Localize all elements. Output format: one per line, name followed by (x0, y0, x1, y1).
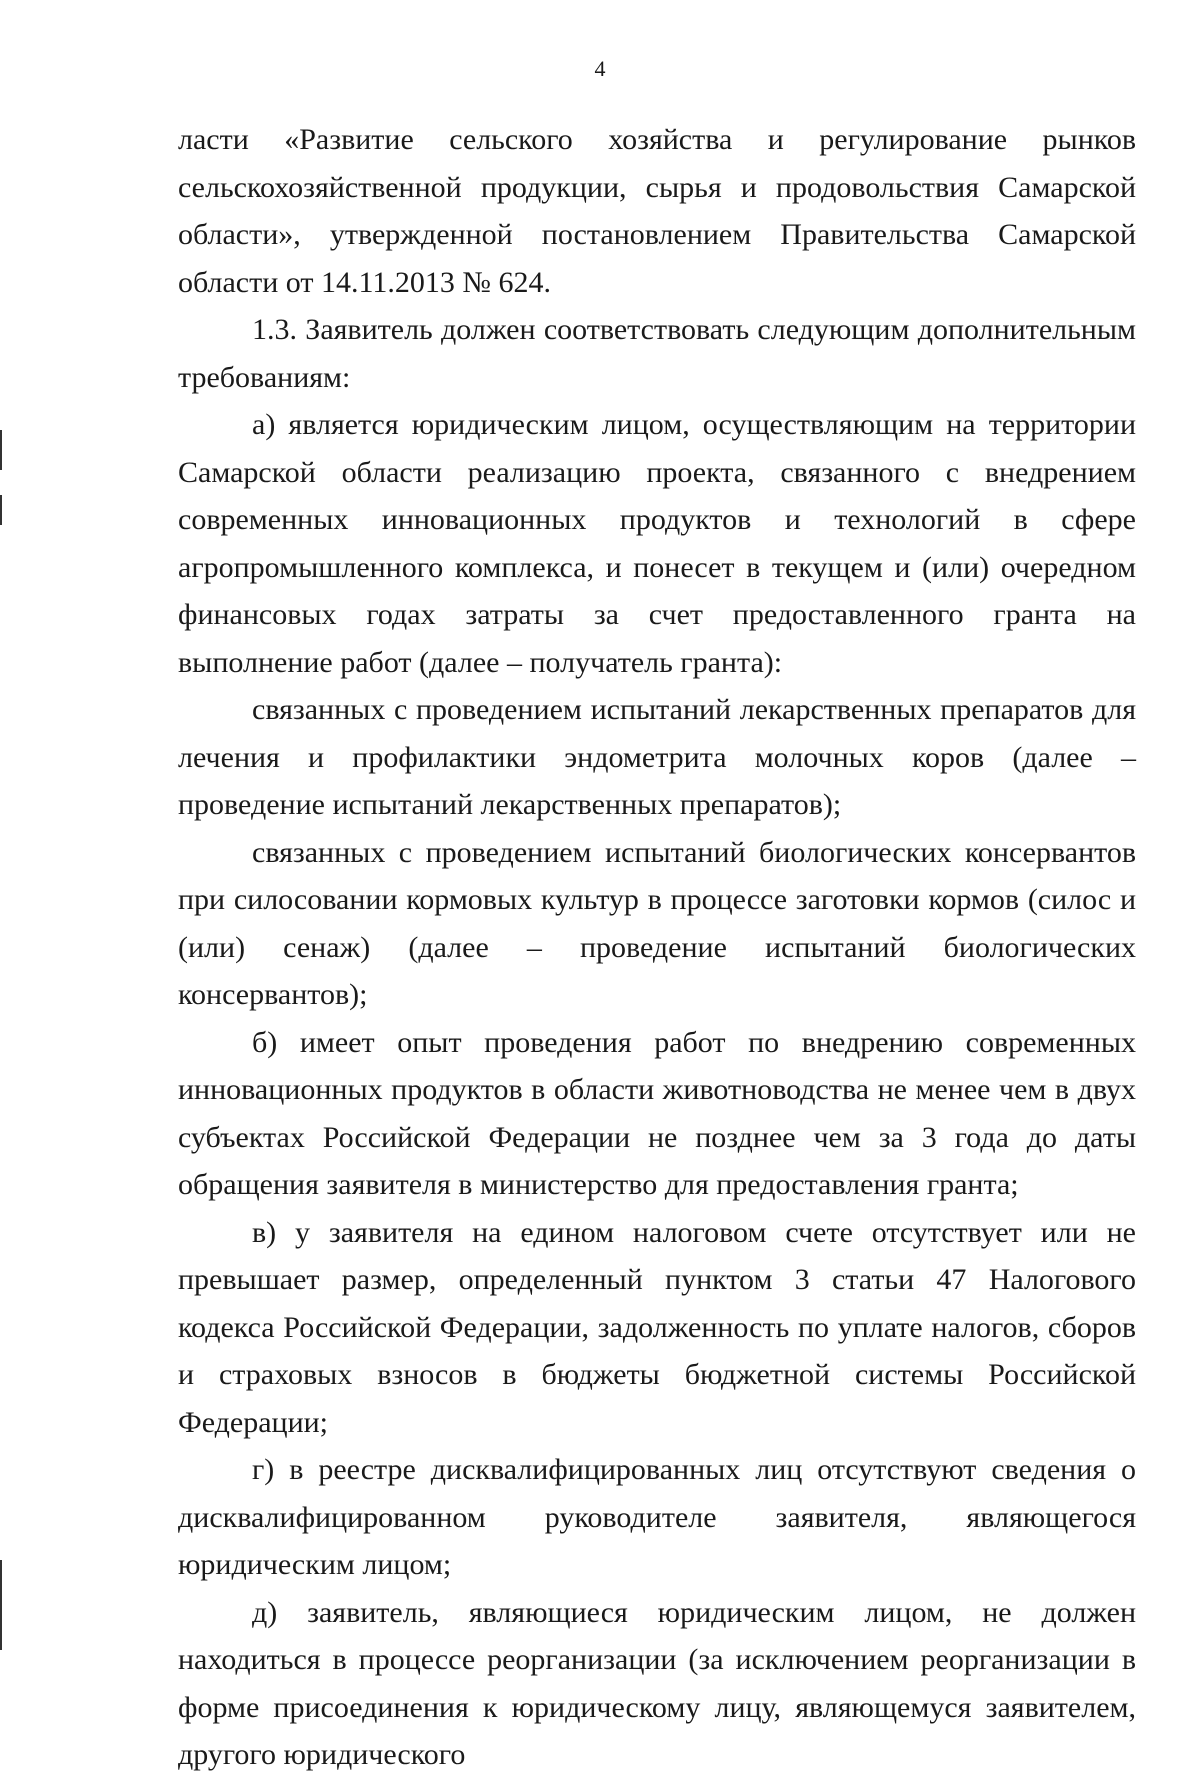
paragraph-b: б) имеет опыт проведения работ по внедрению современных инновационных продуктов в области животноводства не менее чем в двух субъектах Российской Федерации не позднее чем за 3 года до даты обращения заявителя в министерство для предоставления гранта; (178, 1025, 1136, 1201)
paragraph-medicine-trials: связанных с проведением испытаний лекарственных препаратов для лечения и профилактики эндометрита молочных коров (далее – проведение испытаний лекарственных препаратов); (178, 693, 1136, 821)
paragraph-preservative-trials: связанных с проведением испытаний биологических консервантов при силосовании кормовых культур в процессе заготовки кормов (силос и (или) сенаж) (далее – проведение испытаний биологических консервантов); (178, 835, 1136, 1011)
body-text (178, 116, 1136, 1779)
paragraph-v: в) у заявителя на едином налоговом счете отсутствует или не превышает размер, определенный пунктом 3 статьи 47 Налогового кодекса Российской Федерации, задолженность по уплате налогов, сборов и страховых взносов в бюджеты бюджетной системы Российской Федерации; (178, 1215, 1136, 1439)
scan-edge-mark (0, 430, 2, 470)
scan-edge-mark (0, 495, 2, 525)
paragraph-continuation: ласти «Развитие сельского хозяйства и регулирование рынков сельскохозяйственной продукции, сырья и продовольствия Самарской области», утвержденной постановлением Правительства Самарской области от 14.11.2013 № 624. (178, 123, 1136, 299)
paragraph-g: г) в реестре дисквалифицированных лиц отсутствуют сведения о дисквалифицированном руководителе заявителя, являющегося юридическим лицом; (178, 1453, 1136, 1581)
paragraph-a: а) является юридическим лицом, осуществляющим на территории Самарской области реализацию проекта, связанного с внедрением современных инновационных продуктов и технологий в сфере агропромышленного комплекса, и понесет в текущем и (или) очередном финансовых годах затраты за счет предоставленного гранта на выполнение работ (далее – получатель гранта): (178, 408, 1136, 679)
page-number: 4 (594, 56, 606, 81)
scan-edge-mark (0, 1560, 2, 1650)
paragraph-1-3: 1.3. Заявитель должен соответствовать следующим дополнительным требованиям: (178, 313, 1136, 394)
paragraph-d: д) заявитель, являющиеся юридическим лицом, не должен находиться в процессе реорганизации (за исключением реорганизации в форме присоединения к юридическому лицу, являющемуся заявителем, другого юридического (178, 1595, 1136, 1771)
